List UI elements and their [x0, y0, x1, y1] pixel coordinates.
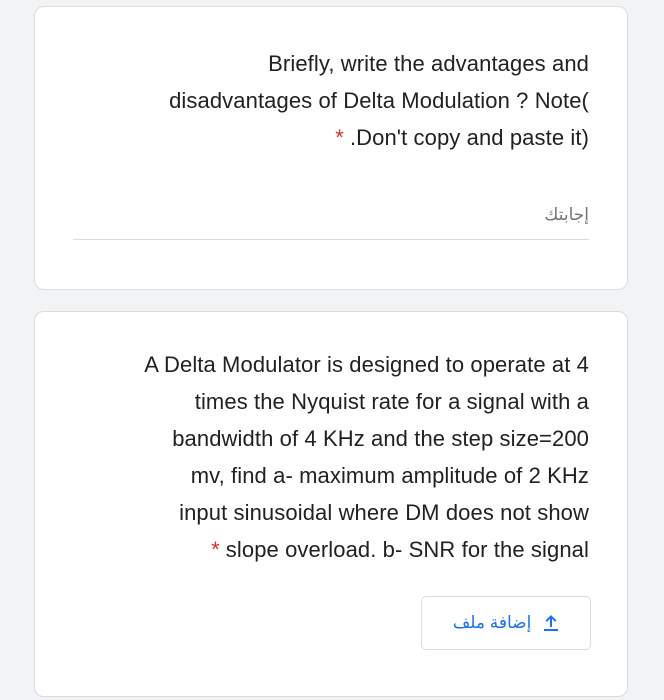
question-card-2 [34, 311, 628, 697]
question-line: * slope overload. b- SNR for the signal [211, 537, 589, 562]
question-title [29, 346, 589, 568]
question-line: * .Don't copy and paste it) [335, 125, 589, 150]
add-file-label: إضافة ملف [452, 613, 532, 632]
question-line: times the Nyquist rate for a signal with a [194, 389, 589, 414]
answer-underline [73, 239, 589, 240]
upload-icon [543, 614, 559, 632]
question-title [69, 45, 589, 156]
question-card-1 [34, 6, 628, 290]
required-asterisk: * [211, 537, 220, 562]
question-line: bandwidth of 4 KHz and the step size=200 [172, 426, 589, 451]
question-line: A Delta Modulator is designed to operate at 4 [144, 352, 589, 377]
required-asterisk: * [335, 125, 344, 150]
question-line: disadvantages of Delta Modulation ? Note( [169, 88, 589, 113]
question-line: input sinusoidal where DM does not show [179, 500, 589, 525]
answer-input[interactable]: إجابتك [544, 205, 589, 224]
question-line: mv, find a- maximum amplitude of 2 KHz [190, 463, 589, 488]
add-file-button[interactable] [421, 596, 591, 650]
question-line: Briefly, write the advantages and [268, 51, 589, 76]
